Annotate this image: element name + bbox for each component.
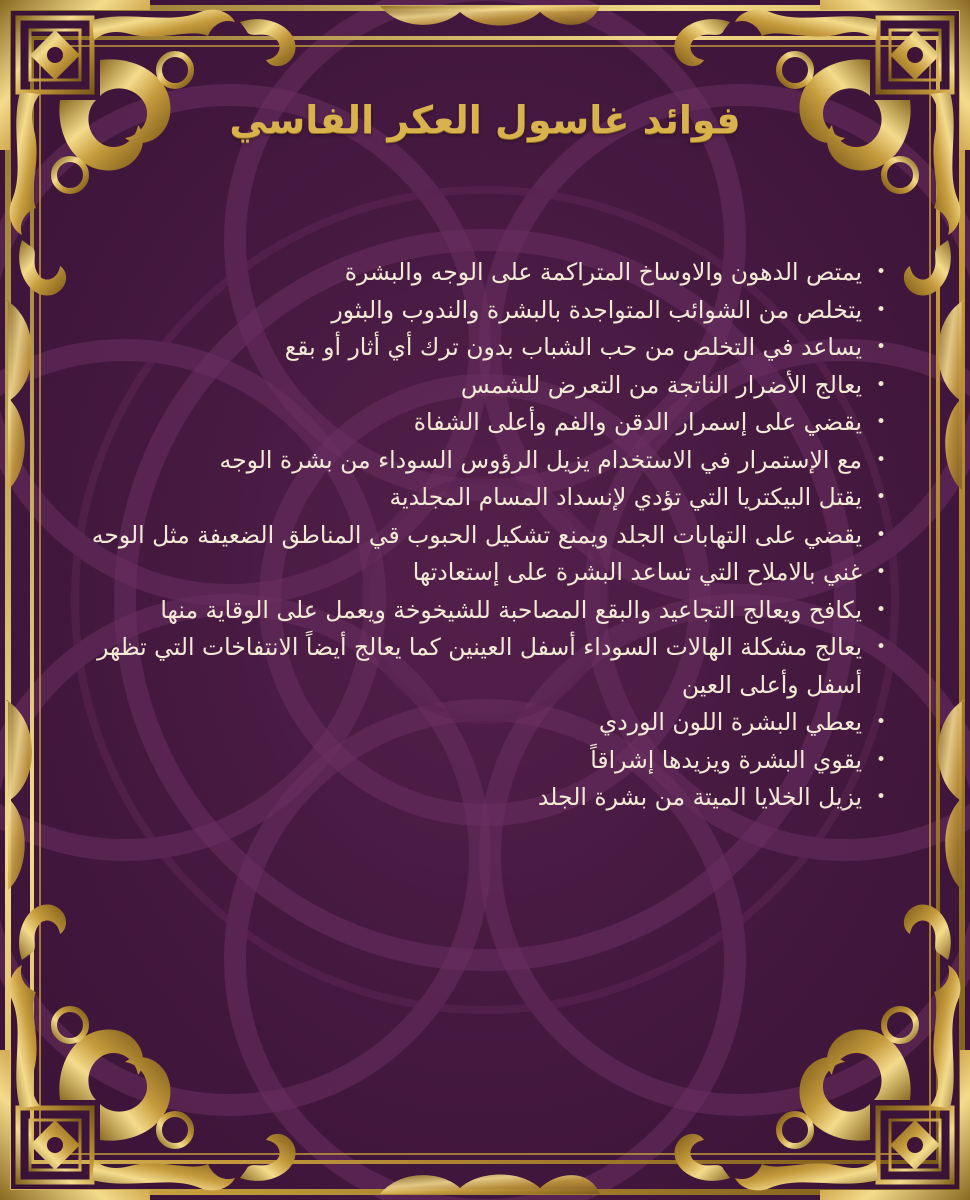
benefit-item	[62, 517, 896, 555]
bullet-icon: •	[875, 787, 887, 807]
benefit-item	[62, 704, 896, 742]
bullet-icon: •	[875, 299, 887, 320]
benefit-text: يعالج الأضرار الناتجة من التعرض للشمس	[460, 370, 862, 399]
benefit-text: يقضي على إسمرار الدقن والفم وأعلى الشفاة	[413, 408, 862, 436]
benefit-item	[62, 442, 896, 480]
benefit-text: يزيل الخلايا الميتة من بشرة الجلد	[537, 783, 862, 811]
benefit-text: يقتل البيكتريا التي تؤدي لإنسداد المسام المجلدية	[389, 483, 862, 511]
benefit-item	[62, 742, 896, 780]
bullet-icon: •	[875, 749, 887, 770]
bullet-icon: •	[875, 712, 887, 732]
page-title: فوائد غاسول العكر الفاسي	[229, 98, 741, 142]
benefit-text: غني بالاملاح التي تساعد البشرة على إستعادتها	[412, 558, 862, 586]
bullet-icon: •	[875, 262, 887, 282]
benefit-item	[62, 779, 896, 817]
benefit-item	[62, 479, 896, 517]
bullet-icon: •	[875, 637, 887, 657]
benefit-item	[62, 554, 896, 592]
bullet-icon: •	[875, 524, 887, 545]
bullet-icon: •	[875, 487, 887, 507]
bullet-icon: •	[875, 412, 887, 432]
benefit-item	[62, 292, 896, 330]
benefit-item	[62, 629, 896, 704]
benefit-text: يقضي على التهابات الجلد ويمنع تشكيل الحبوب قي المناطق الضعيفة مثل الوحه	[91, 520, 862, 549]
benefit-item	[62, 254, 896, 292]
benefit-item	[62, 592, 896, 630]
benefit-item	[62, 367, 896, 405]
bullet-icon: •	[875, 449, 887, 470]
benefit-item	[62, 329, 896, 367]
bullet-icon: •	[875, 374, 887, 395]
benefit-text: يساعد في التخلص من حب الشباب بدون ترك أي أثار أو بقع	[284, 333, 862, 361]
benefit-text: يعطي البشرة اللون الوردي	[598, 708, 862, 736]
benefit-text: مع الإستمرار في الاستخدام يزيل الرؤوس السوداء من بشرة الوجه	[219, 445, 862, 474]
benefit-text: يعالج مشكلة الهالات السوداء أسفل العينين كما يعالج أيضاً الانتفاخات التي تظهر أسفل وأعلى العين	[97, 633, 862, 699]
benefit-text: يكافح ويعالج التجاعيد والبقع المصاحبة للشيخوخة ويعمل على الوقاية منها	[160, 595, 862, 624]
benefit-item	[62, 404, 896, 442]
bullet-icon: •	[875, 599, 887, 620]
bullet-icon: •	[875, 337, 887, 357]
benefit-text: يمتص الدهون والاوساخ المتراكمة على الوجه والبشرة	[344, 258, 862, 286]
benefits-list	[62, 254, 896, 817]
benefit-text: يقوي البشرة ويزيدها إشراقاً	[590, 745, 862, 774]
bullet-icon: •	[875, 562, 887, 582]
benefit-text: يتخلص من الشوائب المتواجدة بالبشرة والندوب والبثور	[331, 295, 862, 324]
